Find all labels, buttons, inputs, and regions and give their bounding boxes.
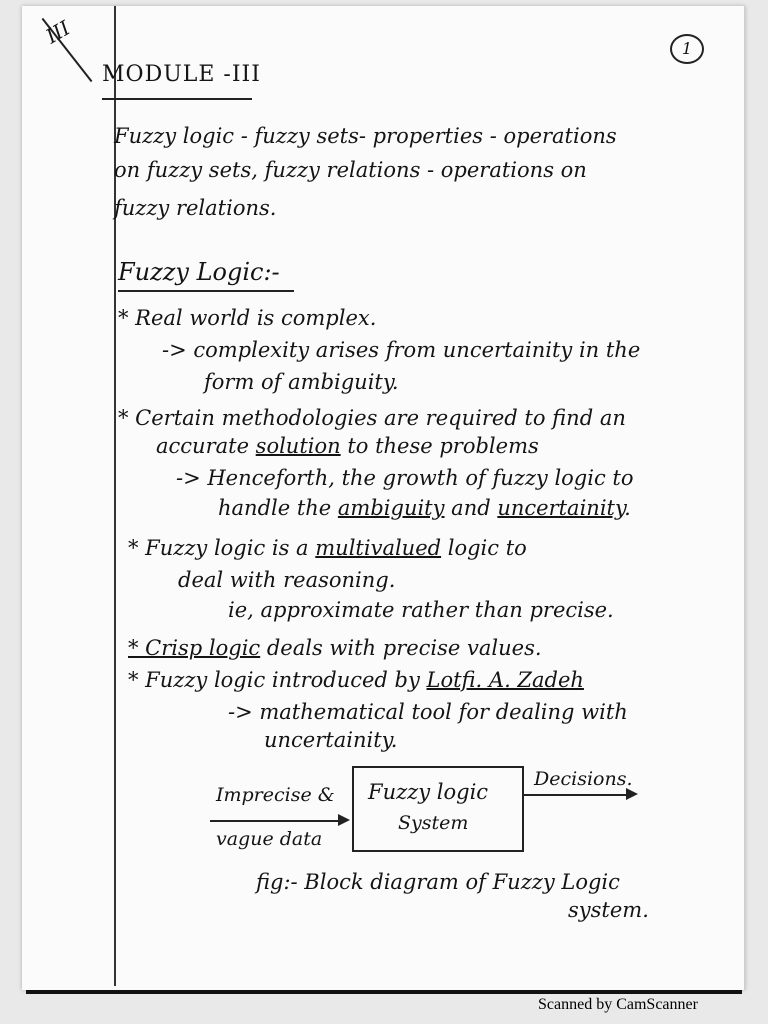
note-sub-5b: uncertainity. [264, 728, 398, 752]
underlined-uncertainity: uncertainity [497, 496, 625, 520]
underlined-zadeh: Lotfi. A. Zadeh [426, 668, 584, 692]
module-title: MODULE -III [102, 62, 261, 87]
intro-line-2: on fuzzy sets, fuzzy relations - operations on [114, 158, 587, 182]
margin-line [114, 6, 116, 986]
underlined-ambiguity: ambiguity [337, 496, 445, 520]
note-bullet-3: * Fuzzy logic is a multivalued logic to [128, 536, 527, 560]
diagram-box-label-2: System [398, 812, 469, 834]
note-sub-1a: -> complexity arises from uncertainity in the [162, 338, 641, 362]
diagram-box-label-1: Fuzzy logic [368, 780, 489, 804]
figure-caption-2: system. [568, 898, 649, 922]
note-sub-2b: handle the ambiguity and uncertainity. [218, 496, 631, 520]
scanner-footer: Scanned by CamScanner [538, 996, 698, 1013]
page-number: 1 [670, 34, 704, 64]
figure-caption-1: fig:- Block diagram of Fuzzy Logic [256, 870, 620, 894]
note-bullet-3-cont: deal with reasoning. [178, 568, 396, 592]
section-heading-underline [118, 290, 294, 292]
fuzzy-logic-system-box [352, 766, 524, 852]
title-underline [102, 98, 252, 100]
diagram-output-label: Decisions. [534, 768, 633, 790]
intro-line-1: Fuzzy logic - fuzzy sets- properties - operations [114, 124, 617, 148]
note-bullet-3-ie: ie, approximate rather than precise. [228, 598, 614, 622]
output-arrow-head [626, 788, 638, 800]
diagram-input-label-2: vague data [216, 828, 323, 850]
input-arrow-head [338, 814, 350, 826]
underlined-multivalued: multivalued [315, 536, 442, 560]
note-bullet-2: * Certain methodologies are required to find an [118, 406, 626, 430]
corner-roman-mark: III [41, 15, 75, 49]
note-sub-2a: -> Henceforth, the growth of fuzzy logic to [176, 466, 634, 490]
note-bullet-1: * Real world is complex. [118, 306, 377, 330]
note-bullet-4: * Crisp logic deals with precise values. [128, 636, 542, 660]
underlined-crisp-logic: * Crisp logic [128, 636, 261, 660]
note-sub-1b: form of ambiguity. [204, 370, 399, 394]
underlined-solution: solution [255, 434, 341, 458]
diagram-input-label-1: Imprecise & [216, 784, 335, 806]
page-bottom-edge [26, 990, 742, 994]
notebook-page [22, 6, 745, 990]
output-arrow-line [522, 794, 626, 796]
note-sub-5a: -> mathematical tool for dealing with [228, 700, 628, 724]
note-bullet-2-cont: accurate solution to these problems [156, 434, 539, 458]
section-heading: Fuzzy Logic:- [118, 258, 280, 286]
input-arrow-line [210, 820, 338, 822]
note-bullet-5: * Fuzzy logic introduced by Lotfi. A. Zadeh [128, 668, 584, 692]
intro-line-3: fuzzy relations. [114, 196, 277, 220]
